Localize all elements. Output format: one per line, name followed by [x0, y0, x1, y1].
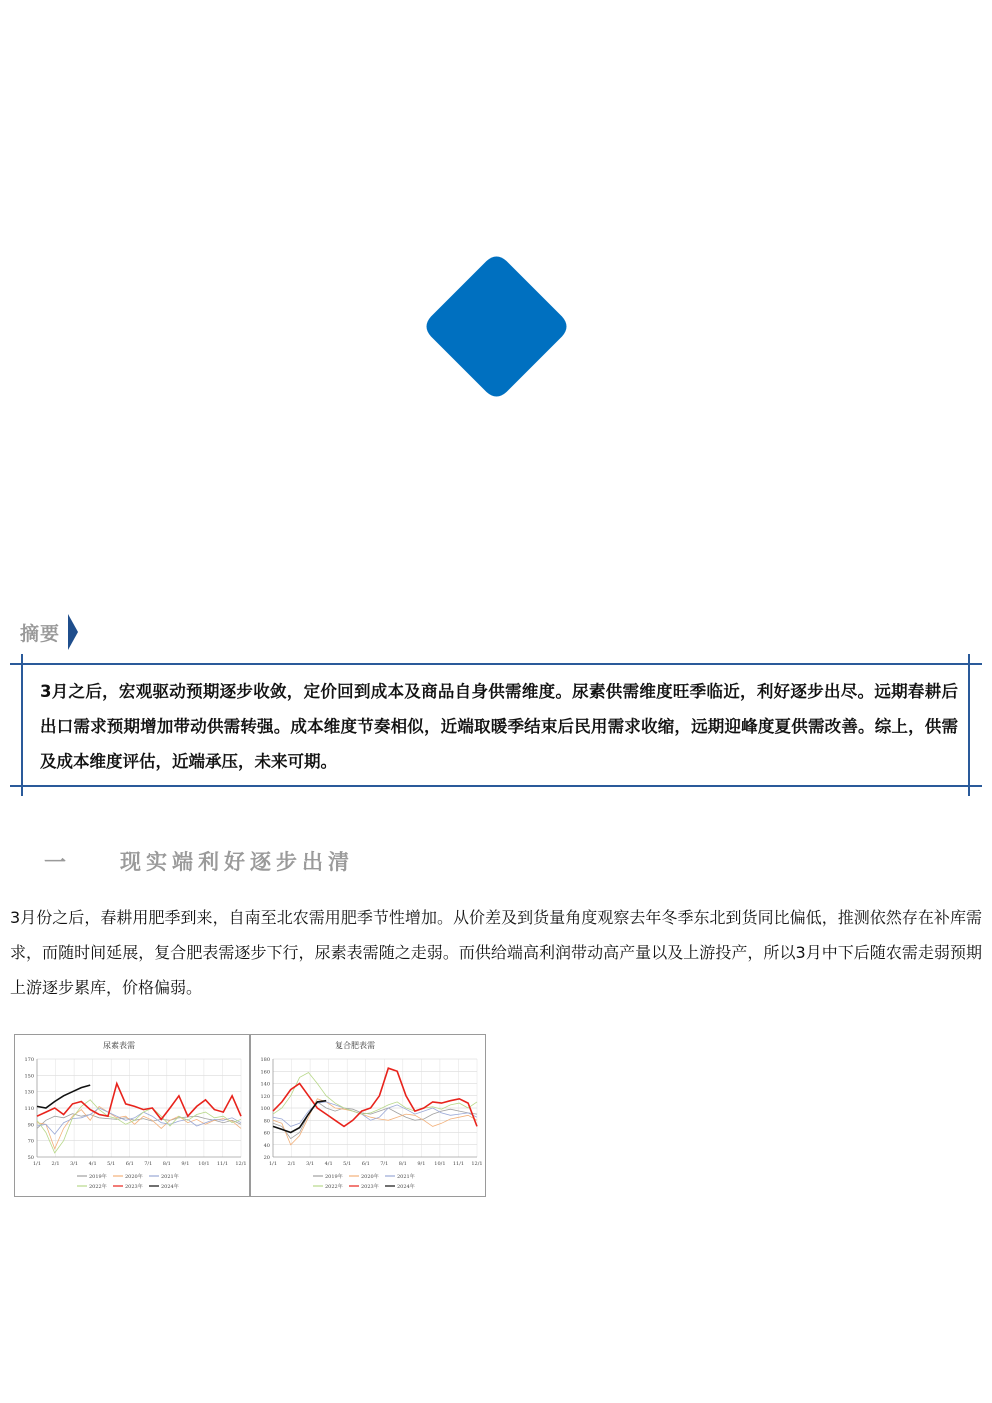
y-tick-label: 60 — [263, 1130, 270, 1137]
x-tick-label: 7/1 — [144, 1161, 153, 1167]
x-tick-label: 10/1 — [198, 1161, 210, 1167]
y-tick-label: 160 — [260, 1069, 270, 1076]
x-tick-label: 11/1 — [216, 1161, 229, 1167]
series-line — [37, 1106, 241, 1148]
abstract-box-top-rule — [10, 663, 982, 665]
legend-label: 2019年 — [89, 1174, 107, 1180]
x-tick-label: 4/1 — [88, 1161, 97, 1167]
legend-label: 2023年 — [125, 1184, 143, 1190]
y-tick-label: 100 — [260, 1106, 270, 1112]
x-tick-label: 5/1 — [343, 1161, 352, 1167]
compound-fertilizer-demand-chart — [250, 1034, 486, 1197]
x-tick-label: 8/1 — [398, 1161, 407, 1167]
y-tick-label: 40 — [263, 1142, 270, 1149]
y-tick-label: 20 — [263, 1155, 270, 1161]
abstract-title: 摘要 — [20, 622, 61, 645]
series-line — [273, 1101, 326, 1133]
compound-fertilizer-demand-chart-svg — [251, 1035, 485, 1196]
legend-label: 2019年 — [325, 1174, 343, 1180]
x-tick-label: 5/1 — [107, 1161, 116, 1167]
abstract-header — [20, 612, 78, 652]
y-tick-label: 140 — [260, 1081, 270, 1088]
legend-label: 2022年 — [89, 1184, 107, 1190]
chevron-right-icon — [68, 614, 78, 650]
x-tick-label: 3/1 — [70, 1161, 79, 1167]
x-tick-label: 1/1 — [268, 1161, 278, 1167]
x-tick-label: 2/1 — [51, 1161, 60, 1167]
y-tick-label: 120 — [260, 1093, 270, 1100]
chart-title: 复合肥表需 — [335, 1041, 375, 1050]
x-tick-label: 1/1 — [32, 1161, 42, 1167]
x-tick-label: 12/1 — [471, 1161, 483, 1167]
y-tick-label: 150 — [24, 1073, 34, 1080]
urea-demand-chart-svg — [15, 1035, 249, 1196]
y-tick-label: 180 — [260, 1057, 270, 1063]
x-tick-label: 10/1 — [434, 1161, 446, 1167]
legend-label: 2024年 — [397, 1184, 415, 1190]
y-tick-label: 70 — [27, 1138, 34, 1145]
y-tick-label: 130 — [24, 1089, 34, 1096]
abstract-box-left-rule — [21, 654, 23, 796]
series-line — [37, 1085, 90, 1108]
x-tick-label: 6/1 — [361, 1161, 370, 1167]
x-tick-label: 2/1 — [287, 1161, 296, 1167]
x-tick-label: 12/1 — [235, 1161, 247, 1167]
y-tick-label: 110 — [24, 1106, 34, 1112]
legend-label: 2020年 — [125, 1174, 143, 1180]
y-tick-label: 90 — [27, 1122, 34, 1129]
y-tick-label: 170 — [24, 1057, 34, 1063]
x-tick-label: 11/1 — [452, 1161, 465, 1167]
legend-label: 2021年 — [397, 1174, 415, 1180]
legend-label: 2021年 — [161, 1174, 179, 1180]
section-number: 一 — [44, 850, 67, 876]
x-tick-label: 8/1 — [162, 1161, 171, 1167]
x-tick-label: 7/1 — [380, 1161, 389, 1167]
legend-label: 2020年 — [361, 1174, 379, 1180]
abstract-text: 3月之后，宏观驱动预期逐步收敛，定价回到成本及商品自身供需维度。尿素供需维度旺季临近，利好逐步出尽。远期春耕后出口需求预期增加带动供需转强。成本维度节奏相似，近端取暖季结束后民用需求收缩，远期迎峰度夏供需改善。综上，供需及成本维度评估，近端承压，未来可期。 — [40, 682, 958, 771]
x-tick-label: 3/1 — [306, 1161, 315, 1167]
abstract-box-bottom-rule — [10, 785, 982, 787]
chart-title: 尿素表需 — [103, 1041, 135, 1050]
legend-label: 2022年 — [325, 1184, 343, 1190]
y-tick-label: 80 — [263, 1118, 270, 1125]
section-title: 现实端利好逐步出清 — [120, 850, 354, 874]
abstract-box-right-rule — [968, 654, 970, 796]
section-body-paragraph: 3月份之后，春耕用肥季到来，自南至北农需用肥季节性增加。从价差及到货量角度观察去年冬季东北到货同比偏低，推测依然存在补库需求，而随时间延展，复合肥表需逐步下行，尿素表需随之走弱。而供给端高利润带动高产量以及上游投产，所以3月中下后随农需走弱预期上游逐步累库，价格偏弱。 — [10, 908, 982, 997]
series-line — [37, 1084, 241, 1120]
legend-label: 2024年 — [161, 1184, 179, 1190]
brand-diamond-logo — [425, 255, 568, 398]
x-tick-label: 4/1 — [324, 1161, 333, 1167]
x-tick-label: 9/1 — [181, 1161, 190, 1167]
urea-demand-chart — [14, 1034, 250, 1197]
x-tick-label: 6/1 — [125, 1161, 134, 1167]
y-tick-label: 50 — [27, 1155, 34, 1161]
x-tick-label: 9/1 — [417, 1161, 426, 1167]
section-heading — [44, 845, 354, 877]
legend-label: 2023年 — [361, 1184, 379, 1190]
